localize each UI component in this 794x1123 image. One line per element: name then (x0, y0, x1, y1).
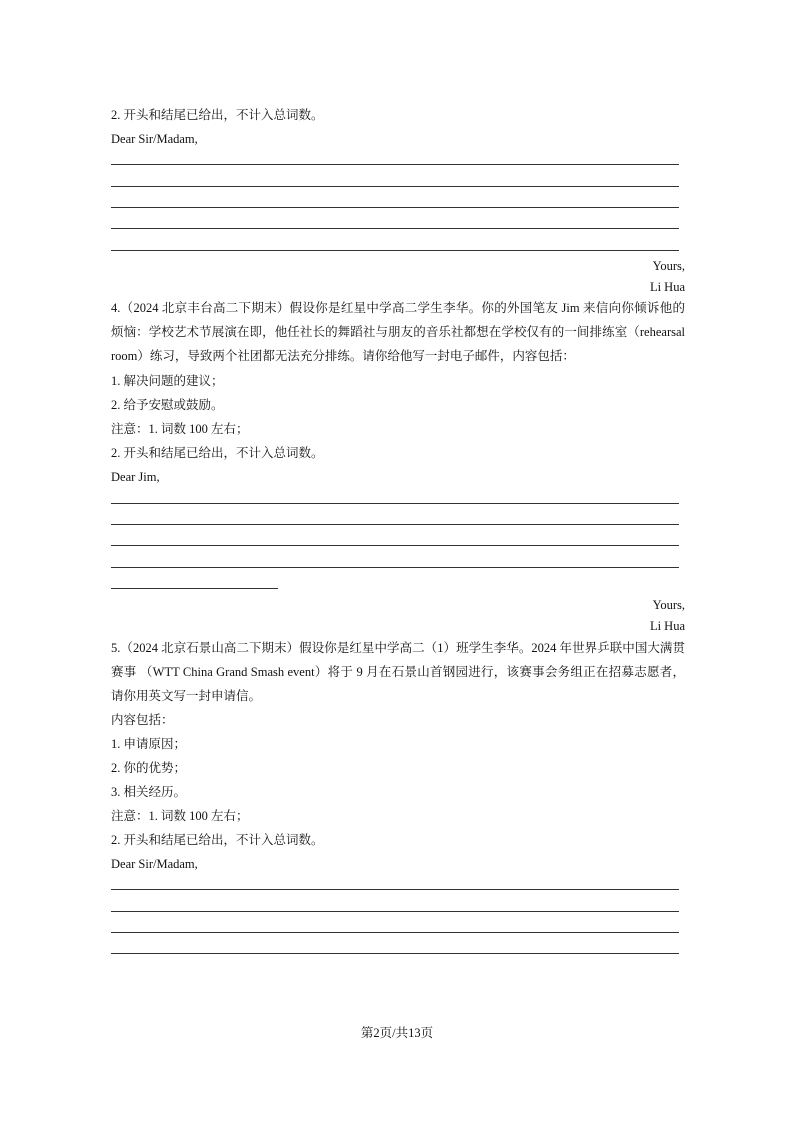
answer-line[interactable] (111, 889, 679, 890)
instruction-note: 2. 开头和结尾已给出，不计入总词数。 (111, 833, 324, 847)
answer-line[interactable] (111, 545, 679, 546)
answer-line[interactable] (111, 186, 679, 187)
letter-greeting: Dear Sir/Madam, (111, 857, 198, 871)
instruction-note: 2. 开头和结尾已给出，不计入总词数。 (111, 446, 324, 460)
content-item-1: 1. 申请原因； (111, 737, 187, 751)
question-5-prompt: 5.（2024 北京石景山高二下期末）假设你是红星中学高二（1）班学生李华。2024 年世界乒联中国大满贯赛事 （WTT China Grand Smash event）将于 9 月在石景山首钢园进行，该赛事会务组正在招募志愿者，请你用英文写一封申请信。 (111, 641, 685, 703)
answer-line[interactable] (111, 588, 278, 589)
letter-greeting: Dear Sir/Madam, (111, 132, 198, 146)
content-item-3: 3. 相关经历。 (111, 785, 187, 799)
answer-line[interactable] (111, 524, 679, 525)
answer-line[interactable] (111, 207, 679, 208)
letter-closing: Yours, (652, 259, 685, 273)
content-item-1: 1. 解决问题的建议； (111, 374, 224, 388)
instruction-note: 注意：1. 词数 100 左右； (111, 422, 249, 436)
answer-line[interactable] (111, 932, 679, 933)
answer-line[interactable] (111, 567, 679, 568)
instruction-note: 注意：1. 词数 100 左右； (111, 809, 249, 823)
instruction-note: 2. 开头和结尾已给出，不计入总词数。 (111, 108, 324, 122)
answer-line[interactable] (111, 164, 679, 165)
question-4-prompt: 4.（2024 北京丰台高二下期末）假设你是红星中学高二学生李华。你的外国笔友 Jim 来信向你倾诉他的烦恼：学校艺术节展演在即，他任社长的舞蹈社与朋友的音乐社都想在学校仅有的一间排练室（rehearsal room）练习，导致两个社团都无法充分排练。请你给他写一封电子邮件，内容包括： (111, 301, 685, 363)
answer-line[interactable] (111, 250, 679, 251)
letter-greeting: Dear Jim, (111, 470, 160, 484)
answer-line[interactable] (111, 953, 679, 954)
letter-signature: Li Hua (649, 619, 685, 633)
answer-line[interactable] (111, 228, 679, 229)
content-item-2: 2. 你的优势； (111, 761, 187, 775)
content-item-2: 2. 给予安慰或鼓励。 (111, 398, 224, 412)
answer-line[interactable] (111, 503, 679, 504)
content-label: 内容包括： (111, 713, 174, 727)
page-number: 第2页/共13页 (360, 1026, 434, 1040)
answer-line[interactable] (111, 911, 679, 912)
letter-closing: Yours, (652, 598, 685, 612)
letter-signature: Li Hua (649, 280, 685, 294)
